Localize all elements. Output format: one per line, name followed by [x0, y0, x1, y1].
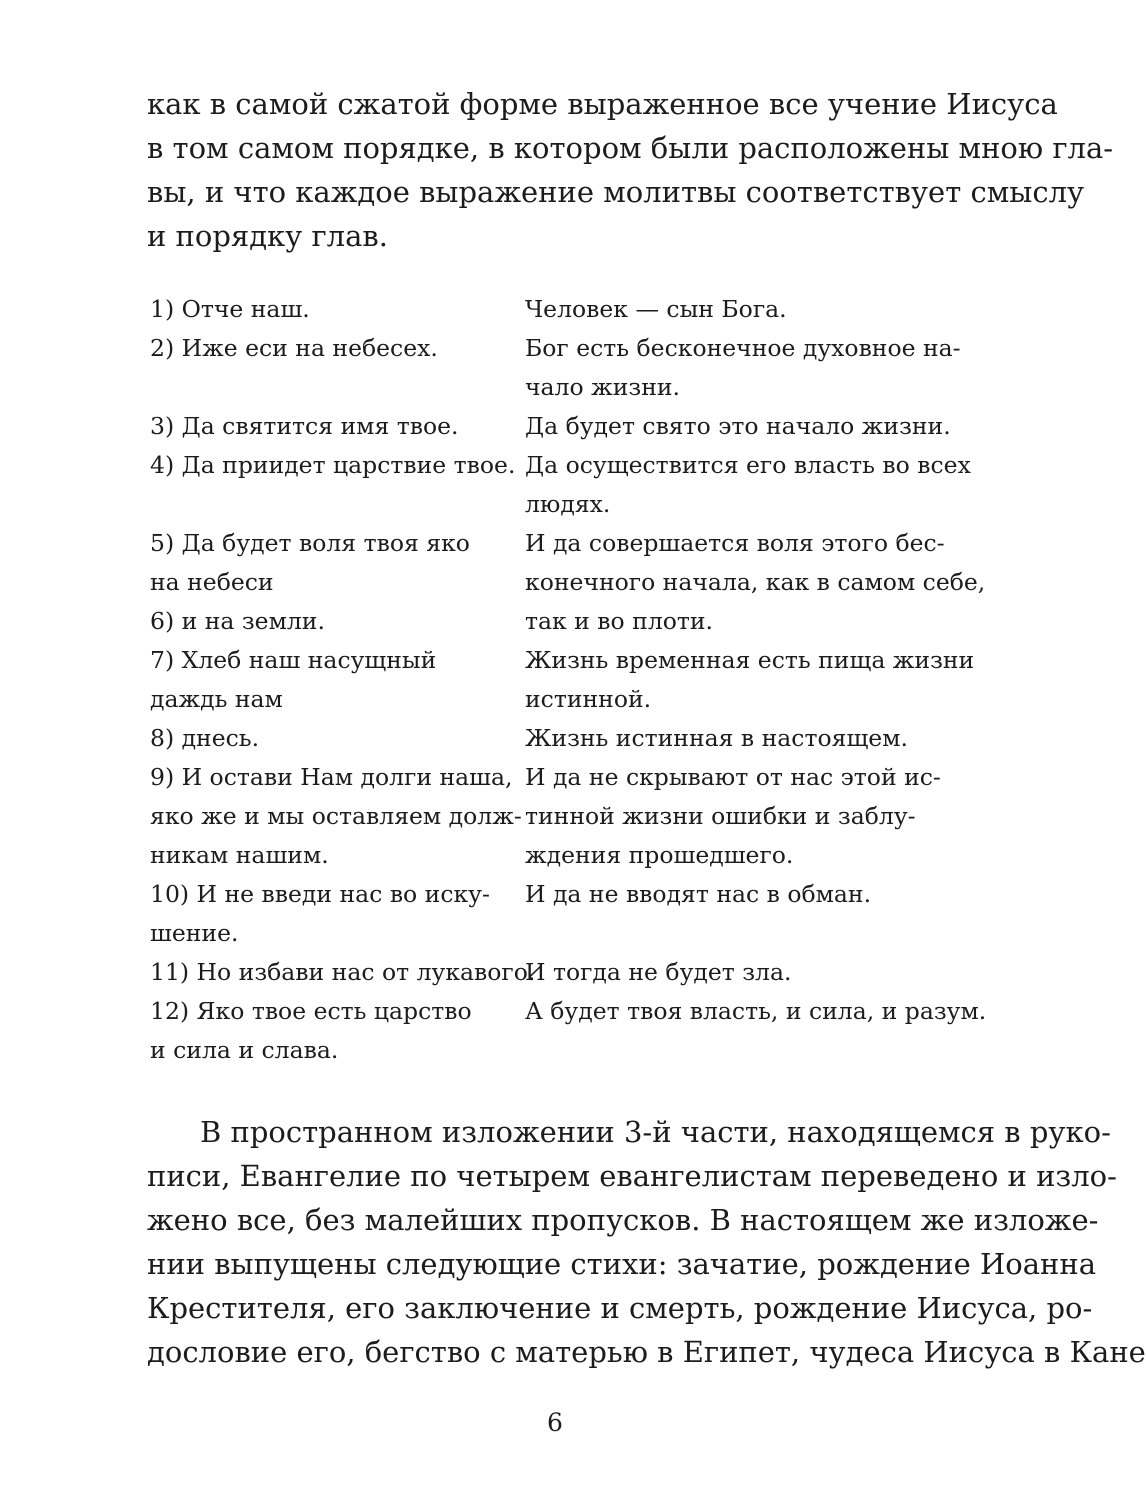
intro-line: и порядку глав.: [147, 219, 388, 253]
prayer-interpretation-cell: [525, 758, 970, 875]
prayer-row: [150, 719, 970, 758]
prayer-interpretation-cell: [525, 329, 970, 407]
prayer-original-line: [150, 485, 525, 524]
prayer-row: [150, 524, 986, 602]
prayer-original-cell: [150, 446, 525, 524]
prayer-original-line: шение.: [150, 919, 239, 947]
intro-paragraph: [147, 82, 1114, 258]
prayer-original-line: даждь нам: [150, 685, 283, 713]
prayer-interpretation-line: ждения прошедшего.: [525, 841, 794, 869]
prayer-original-cell: [150, 641, 525, 719]
prayer-original-line: 3) Да святится имя твое.: [150, 412, 459, 440]
prayer-row: [150, 641, 975, 719]
prayer-interpretation-cell: [525, 407, 970, 446]
prayer-original-cell: [150, 719, 525, 758]
prayer-interpretation-line: [525, 1031, 986, 1070]
prayer-original-cell: [150, 953, 536, 992]
prayer-interpretation-line: людях.: [525, 490, 611, 518]
prayer-original-cell: [150, 875, 525, 953]
intro-line: в том самом порядке, в котором были расположены мною гла-: [147, 131, 1114, 165]
prayer-interpretation-line: так и во плоти.: [525, 607, 714, 635]
prayer-original-line: 11) Но избави нас от лукавого.: [150, 958, 536, 986]
closing-line: нии выпущены следующие стихи: зачатие, рождение Иоанна: [147, 1247, 1096, 1281]
prayer-original-cell: [150, 992, 525, 1070]
prayer-interpretation-line: тинной жизни ошибки и заблу-: [525, 802, 916, 830]
prayer-row: [150, 602, 970, 641]
prayer-interpretation-cell: [525, 524, 985, 602]
prayer-interpretation-cell: [525, 641, 974, 719]
prayer-original-line: яко же и мы оставляем долж-: [150, 802, 522, 830]
intro-line: вы, и что каждое выражение молитвы соответствует смыслу: [147, 175, 1085, 209]
prayer-interpretation-line: конечного начала, как в самом себе,: [525, 568, 986, 596]
prayer-interpretation-line: Да будет свято это начало жизни.: [525, 412, 951, 440]
prayer-original-cell: [150, 290, 525, 329]
closing-line: дословие его, бегство с матерью в Египет, чудеса Иисуса в Кане: [147, 1335, 1146, 1369]
prayer-interpretation-cell: [525, 719, 970, 758]
prayer-row: [150, 329, 970, 407]
intro-line: как в самой сжатой форме выраженное все учение Иисуса: [147, 87, 1058, 121]
prayer-original-line: 4) Да приидет царствие твое.: [150, 451, 516, 479]
prayer-original-line: 8) днесь.: [150, 724, 260, 752]
prayer-original-line: никам нашим.: [150, 841, 329, 869]
prayer-original-cell: [150, 329, 525, 407]
closing-line: В пространном изложении 3-й части, находящемся в руко-: [200, 1115, 1111, 1149]
prayer-row: [150, 290, 970, 329]
prayer-original-line: 1) Отче наш.: [150, 295, 310, 323]
prayer-original-line: 5) Да будет воля твоя яко: [150, 529, 470, 557]
prayer-interpretation-cell: [525, 953, 970, 992]
prayer-interpretation-cell: [525, 602, 970, 641]
prayer-original-line: 9) И остави Нам долги наша,: [150, 763, 513, 791]
prayer-interpretation-cell: [525, 875, 970, 953]
page-number: 6: [547, 1408, 563, 1437]
prayer-interpretation-line: И да не скрывают от нас этой ис-: [525, 763, 941, 791]
closing-line: писи, Евангелие по четырем евангелистам переведено и изло-: [147, 1159, 1117, 1193]
prayer-original-line: 7) Хлеб наш насущный: [150, 646, 437, 674]
prayer-original-cell: [150, 524, 525, 602]
prayer-table: [150, 290, 987, 1070]
closing-line: жено все, без малейших пропусков. В настоящем же изложе-: [147, 1203, 1099, 1237]
prayer-interpretation-line: Жизнь временная есть пища жизни: [525, 646, 975, 674]
prayer-row: [150, 992, 987, 1070]
prayer-interpretation-cell: [525, 992, 986, 1070]
prayer-original-line: 2) Иже еси на небесех.: [150, 334, 438, 362]
prayer-row: [150, 446, 970, 524]
prayer-original-line: и сила и слава.: [150, 1036, 339, 1064]
prayer-original-line: 6) и на земли.: [150, 607, 325, 635]
prayer-interpretation-line: Да осуществится его власть во всех: [525, 451, 971, 479]
prayer-interpretation-line: И тогда не будет зла.: [525, 958, 792, 986]
prayer-original-line: [150, 368, 525, 407]
closing-line: Крестителя, его заключение и смерть, рождение Иисуса, ро-: [147, 1291, 1093, 1325]
prayer-interpretation-line: [525, 914, 970, 953]
prayer-interpretation-line: И да совершается воля этого бес-: [525, 529, 945, 557]
closing-paragraph: [147, 1110, 1146, 1374]
prayer-original-cell: [150, 407, 525, 446]
prayer-interpretation-line: Бог есть бесконечное духовное на-: [525, 334, 961, 362]
prayer-interpretation-line: Человек — сын Бога.: [525, 295, 787, 323]
prayer-row: [150, 407, 970, 446]
prayer-interpretation-line: Жизнь истинная в настоящем.: [525, 724, 908, 752]
prayer-original-line: на небеси: [150, 568, 274, 596]
prayer-row: [150, 875, 970, 953]
prayer-row: [150, 953, 970, 992]
prayer-interpretation-line: И да не вводят нас в обман.: [525, 880, 872, 908]
prayer-original-line: 10) И не введи нас во иску-: [150, 880, 490, 908]
prayer-interpretation-line: чало жизни.: [525, 373, 680, 401]
prayer-original-cell: [150, 602, 525, 641]
prayer-interpretation-line: истинной.: [525, 685, 652, 713]
prayer-original-cell: [150, 758, 525, 875]
prayer-interpretation-cell: [525, 290, 970, 329]
prayer-interpretation-cell: [525, 446, 971, 524]
prayer-original-line: 12) Яко твое есть царство: [150, 997, 472, 1025]
prayer-interpretation-line: А будет твоя власть, и сила, и разум.: [525, 997, 987, 1025]
prayer-row: [150, 758, 970, 875]
